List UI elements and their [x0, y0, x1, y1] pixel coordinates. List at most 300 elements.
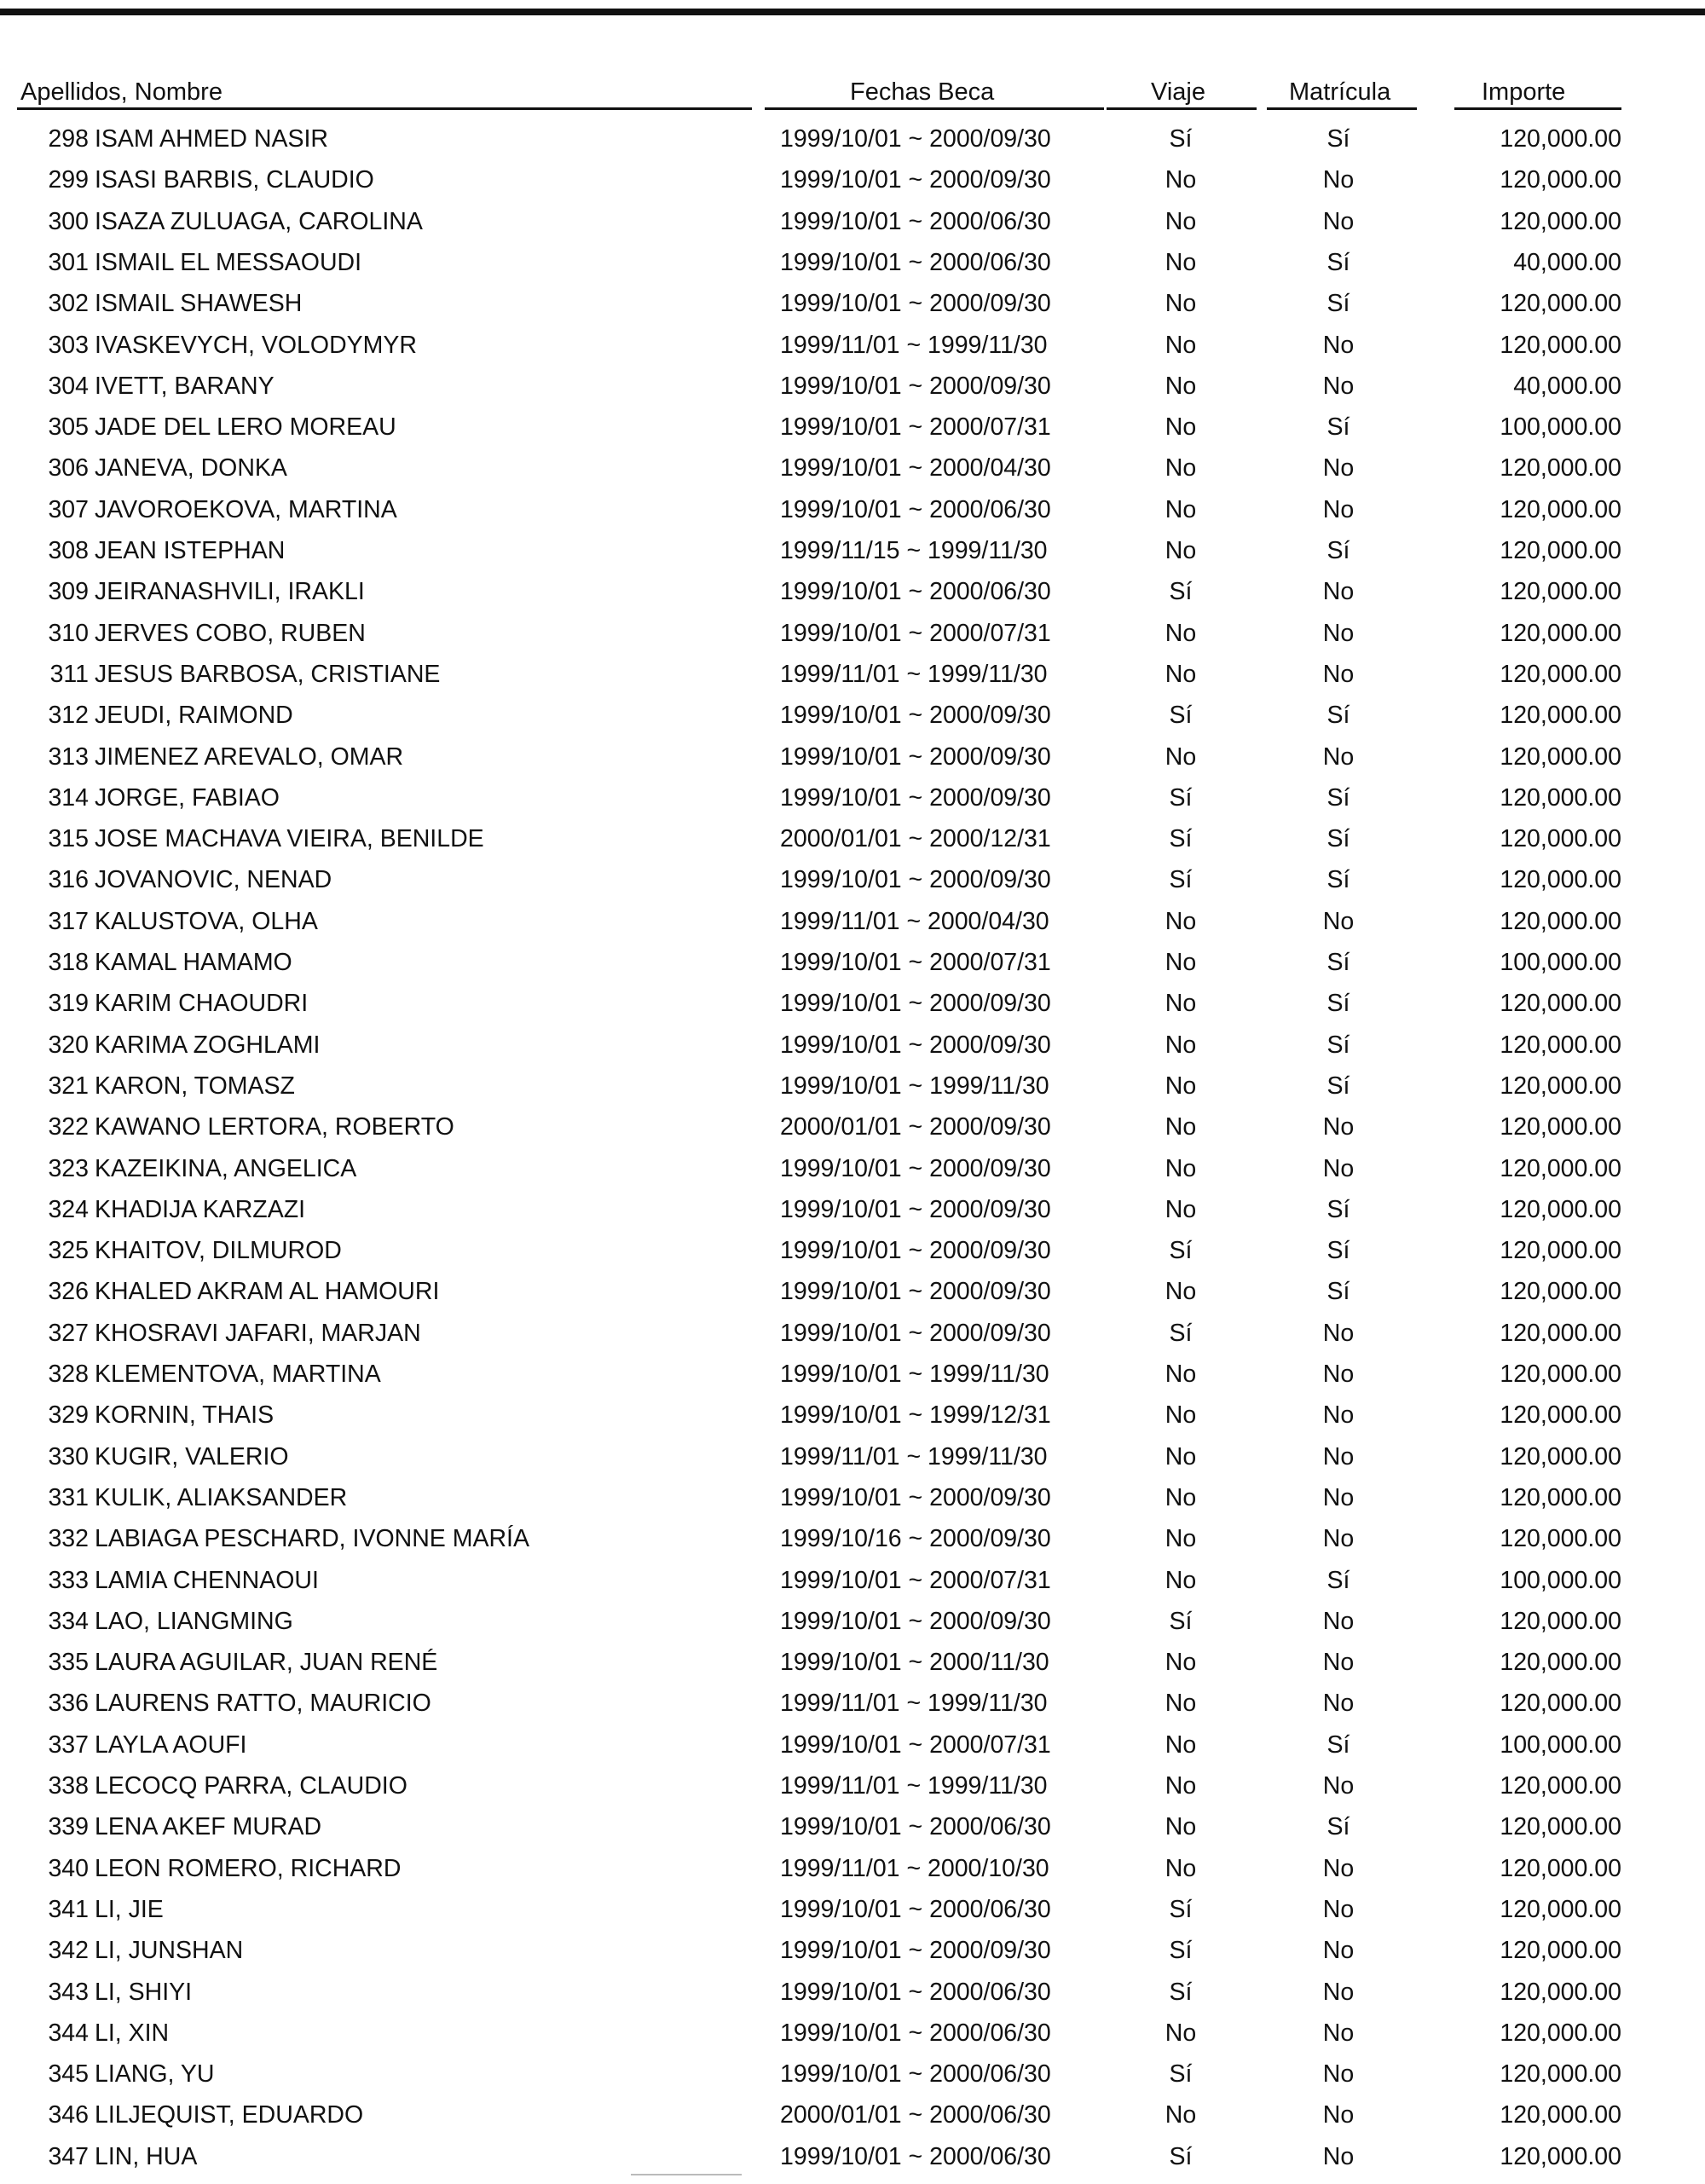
row-name: JAVOROEKOVA, MARTINA	[95, 495, 397, 523]
table-row	[0, 818, 1705, 859]
row-name: LENA AKEF MURAD	[95, 1813, 322, 1841]
row-viaje: No	[1165, 1525, 1197, 1553]
row-importe: 120,000.00	[1500, 1649, 1621, 1677]
row-name: JADE DEL LERO MOREAU	[95, 413, 396, 442]
row-number: 343	[48, 1978, 89, 2006]
row-number: 342	[48, 1937, 89, 1965]
row-viaje: No	[1165, 495, 1197, 523]
table-row	[0, 1189, 1705, 1230]
row-viaje: Sí	[1169, 783, 1193, 812]
row-viaje: No	[1165, 1483, 1197, 1511]
row-dates: 1999/10/01 ~ 2000/06/30	[780, 2060, 1051, 2089]
row-number: 318	[48, 949, 89, 976]
row-number: 302	[48, 290, 89, 318]
row-importe: 120,000.00	[1500, 1237, 1621, 1265]
row-number: 300	[48, 207, 89, 235]
row-number: 328	[48, 1361, 89, 1388]
row-importe: 120,000.00	[1500, 866, 1621, 894]
row-matricula: No	[1322, 1690, 1355, 1718]
row-dates: 1999/10/01 ~ 2000/11/30	[780, 1649, 1049, 1677]
row-dates: 1999/10/01 ~ 2000/06/30	[780, 1978, 1051, 2006]
table-row	[0, 1395, 1705, 1436]
row-viaje: No	[1165, 990, 1197, 1018]
table-row	[0, 983, 1705, 1024]
row-number: 345	[48, 2060, 89, 2089]
row-matricula: No	[1322, 1442, 1355, 1470]
header-name: Apellidos, Nombre	[20, 78, 223, 106]
row-name: KALUSTOVA, OLHA	[95, 907, 318, 935]
row-importe: 120,000.00	[1500, 537, 1621, 564]
row-name: IVETT, BARANY	[95, 372, 275, 400]
table-row	[0, 859, 1705, 900]
row-viaje: No	[1165, 537, 1197, 564]
row-importe: 120,000.00	[1500, 1401, 1621, 1430]
row-dates: 1999/10/01 ~ 2000/06/30	[780, 2019, 1051, 2047]
row-importe: 120,000.00	[1500, 702, 1621, 730]
row-name: JEUDI, RAIMOND	[95, 702, 293, 730]
row-importe: 120,000.00	[1500, 1525, 1621, 1553]
row-importe: 40,000.00	[1513, 372, 1621, 400]
row-number: 337	[48, 1730, 89, 1759]
row-dates: 1999/10/01 ~ 2000/09/30	[780, 1278, 1051, 1306]
row-name: LAO, LIANGMING	[95, 1607, 293, 1635]
row-number: 316	[48, 866, 89, 894]
row-dates: 1999/10/01 ~ 2000/09/30	[780, 1237, 1051, 1265]
row-importe: 120,000.00	[1500, 578, 1621, 606]
row-importe: 120,000.00	[1500, 990, 1621, 1018]
row-number: 346	[48, 2101, 89, 2129]
table-row	[0, 2013, 1705, 2054]
row-name: KHALED AKRAM AL HAMOURI	[95, 1278, 440, 1306]
row-viaje: Sí	[1169, 866, 1193, 894]
row-name: JOVANOVIC, NENAD	[95, 866, 332, 894]
row-matricula: Sí	[1326, 1278, 1350, 1306]
row-importe: 120,000.00	[1500, 2101, 1621, 2129]
row-name: LI, XIN	[95, 2019, 170, 2047]
row-name: KULIK, ALIAKSANDER	[95, 1483, 348, 1511]
row-viaje: No	[1165, 1690, 1197, 1718]
row-viaje: No	[1165, 1649, 1197, 1677]
row-matricula: No	[1322, 372, 1355, 400]
row-matricula: No	[1322, 1361, 1355, 1388]
row-number: 305	[48, 413, 89, 442]
row-importe: 120,000.00	[1500, 1278, 1621, 1306]
row-number: 334	[48, 1607, 89, 1635]
row-dates: 1999/10/01 ~ 2000/09/30	[780, 1937, 1051, 1965]
row-viaje: Sí	[1169, 825, 1193, 853]
header-matricula-underline	[1267, 107, 1417, 110]
row-dates: 1999/10/01 ~ 2000/06/30	[780, 1895, 1051, 1923]
row-importe: 120,000.00	[1500, 207, 1621, 235]
row-importe: 120,000.00	[1500, 1031, 1621, 1059]
row-dates: 1999/10/01 ~ 2000/09/30	[780, 702, 1051, 730]
table-row	[0, 613, 1705, 654]
table-row	[0, 530, 1705, 571]
row-matricula: Sí	[1326, 949, 1350, 976]
table-row	[0, 1806, 1705, 1847]
table-row	[0, 448, 1705, 488]
row-matricula: Sí	[1326, 1813, 1350, 1841]
row-matricula: No	[1322, 1607, 1355, 1635]
row-matricula: No	[1322, 1978, 1355, 2006]
row-dates: 1999/10/01 ~ 2000/06/30	[780, 2142, 1051, 2170]
table-row	[0, 159, 1705, 200]
row-importe: 120,000.00	[1500, 742, 1621, 771]
row-viaje: No	[1165, 1278, 1197, 1306]
row-matricula: No	[1322, 1154, 1355, 1182]
row-dates: 2000/01/01 ~ 2000/12/31	[780, 825, 1051, 853]
row-name: KHOSRAVI JAFARI, MARJAN	[95, 1319, 421, 1347]
row-number: 340	[48, 1854, 89, 1882]
row-importe: 120,000.00	[1500, 2019, 1621, 2047]
row-importe: 100,000.00	[1500, 949, 1621, 976]
table-row	[0, 1642, 1705, 1683]
row-number: 312	[48, 702, 89, 730]
row-dates: 1999/11/01 ~ 1999/11/30	[780, 1442, 1048, 1470]
row-importe: 120,000.00	[1500, 495, 1621, 523]
row-matricula: No	[1322, 1401, 1355, 1430]
row-viaje: No	[1165, 2101, 1197, 2129]
row-number: 314	[48, 783, 89, 812]
row-dates: 1999/10/01 ~ 2000/06/30	[780, 207, 1051, 235]
table-row	[0, 1106, 1705, 1147]
row-matricula: No	[1322, 1113, 1355, 1141]
row-importe: 120,000.00	[1500, 331, 1621, 359]
row-matricula: No	[1322, 166, 1355, 194]
row-number: 335	[48, 1649, 89, 1677]
table-row	[0, 1683, 1705, 1724]
row-matricula: No	[1322, 2060, 1355, 2089]
row-name: LIN, HUA	[95, 2142, 198, 2170]
table-row	[0, 242, 1705, 283]
row-name: LAMIA CHENNAOUI	[95, 1566, 319, 1594]
table-row	[0, 201, 1705, 242]
row-viaje: No	[1165, 2019, 1197, 2047]
row-viaje: No	[1165, 331, 1197, 359]
row-name: KLEMENTOVA, MARTINA	[95, 1361, 381, 1388]
row-name: LECOCQ PARRA, CLAUDIO	[95, 1772, 407, 1800]
row-name: ISASI BARBIS, CLAUDIO	[95, 166, 374, 194]
row-matricula: Sí	[1326, 825, 1350, 853]
row-matricula: Sí	[1326, 537, 1350, 564]
row-dates: 1999/11/01 ~ 2000/10/30	[780, 1854, 1049, 1882]
row-importe: 120,000.00	[1500, 1895, 1621, 1923]
row-dates: 1999/11/01 ~ 1999/11/30	[780, 331, 1048, 359]
top-rule	[0, 9, 1705, 15]
row-dates: 1999/10/01 ~ 2000/09/30	[780, 372, 1051, 400]
row-importe: 120,000.00	[1500, 783, 1621, 812]
row-dates: 2000/01/01 ~ 2000/06/30	[780, 2101, 1051, 2129]
row-viaje: No	[1165, 1772, 1197, 1800]
row-importe: 120,000.00	[1500, 660, 1621, 688]
row-matricula: No	[1322, 454, 1355, 482]
row-name: JIMENEZ AREVALO, OMAR	[95, 742, 404, 771]
row-viaje: Sí	[1169, 1937, 1193, 1965]
row-viaje: No	[1165, 166, 1197, 194]
row-number: 323	[48, 1154, 89, 1182]
row-matricula: No	[1322, 1937, 1355, 1965]
row-viaje: No	[1165, 1813, 1197, 1841]
row-matricula: Sí	[1326, 702, 1350, 730]
row-dates: 1999/10/01 ~ 2000/07/31	[780, 413, 1051, 442]
row-viaje: Sí	[1169, 578, 1193, 606]
table-row	[0, 1765, 1705, 1806]
table-row	[0, 1889, 1705, 1930]
row-number: 331	[48, 1483, 89, 1511]
row-viaje: No	[1165, 454, 1197, 482]
table-row	[0, 1066, 1705, 1106]
row-number: 339	[48, 1813, 89, 1841]
row-number: 332	[48, 1525, 89, 1553]
row-importe: 120,000.00	[1500, 1072, 1621, 1100]
row-name: LI, JUNSHAN	[95, 1937, 244, 1965]
row-name: KAMAL HAMAMO	[95, 949, 292, 976]
row-number: 330	[48, 1442, 89, 1470]
row-matricula: No	[1322, 578, 1355, 606]
row-matricula: No	[1322, 1772, 1355, 1800]
row-matricula: Sí	[1326, 783, 1350, 812]
row-name: KARIMA ZOGHLAMI	[95, 1031, 321, 1059]
row-dates: 1999/11/15 ~ 1999/11/30	[780, 537, 1048, 564]
row-matricula: No	[1322, 742, 1355, 771]
table-row	[0, 118, 1705, 159]
row-matricula: No	[1322, 2019, 1355, 2047]
header-name-underline	[17, 107, 752, 110]
row-number: 338	[48, 1772, 89, 1800]
header-dates-underline	[765, 107, 1104, 110]
table-row	[0, 325, 1705, 366]
row-importe: 120,000.00	[1500, 1319, 1621, 1347]
row-viaje: No	[1165, 1401, 1197, 1430]
row-dates: 1999/10/01 ~ 2000/09/30	[780, 783, 1051, 812]
row-matricula: Sí	[1326, 290, 1350, 318]
row-importe: 120,000.00	[1500, 454, 1621, 482]
row-name: JOSE MACHAVA VIEIRA, BENILDE	[95, 825, 484, 853]
row-number: 322	[48, 1113, 89, 1141]
row-dates: 1999/10/01 ~ 2000/09/30	[780, 1607, 1051, 1635]
table-row	[0, 1930, 1705, 1971]
row-importe: 120,000.00	[1500, 290, 1621, 318]
row-name: ISAZA ZULUAGA, CAROLINA	[95, 207, 423, 235]
row-name: KARIM CHAOUDRI	[95, 990, 309, 1018]
row-importe: 120,000.00	[1500, 1690, 1621, 1718]
row-name: ISMAIL EL MESSAOUDI	[95, 248, 362, 276]
row-importe: 120,000.00	[1500, 1937, 1621, 1965]
row-matricula: Sí	[1326, 1730, 1350, 1759]
row-viaje: Sí	[1169, 702, 1193, 730]
table-row	[0, 654, 1705, 695]
row-dates: 1999/10/01 ~ 2000/09/30	[780, 1154, 1051, 1182]
row-viaje: No	[1165, 1442, 1197, 1470]
row-viaje: Sí	[1169, 125, 1193, 153]
row-importe: 120,000.00	[1500, 1361, 1621, 1388]
row-matricula: Sí	[1326, 248, 1350, 276]
row-dates: 1999/10/01 ~ 2000/04/30	[780, 454, 1051, 482]
row-dates: 1999/11/01 ~ 2000/04/30	[780, 907, 1049, 935]
row-number: 307	[48, 495, 89, 523]
table-row	[0, 2094, 1705, 2135]
table-row	[0, 777, 1705, 818]
table-row	[0, 1313, 1705, 1354]
row-matricula: Sí	[1326, 990, 1350, 1018]
row-number: 333	[48, 1566, 89, 1594]
row-name: JORGE, FABIAO	[95, 783, 280, 812]
row-matricula: No	[1322, 1319, 1355, 1347]
row-dates: 1999/10/01 ~ 2000/09/30	[780, 290, 1051, 318]
row-number: 299	[48, 166, 89, 194]
row-name: JEAN ISTEPHAN	[95, 537, 286, 564]
row-viaje: Sí	[1169, 1895, 1193, 1923]
row-name: ISAM AHMED NASIR	[95, 125, 328, 153]
row-dates: 1999/11/01 ~ 1999/11/30	[780, 660, 1048, 688]
row-name: KUGIR, VALERIO	[95, 1442, 289, 1470]
table-row	[0, 2054, 1705, 2094]
row-number: 304	[48, 372, 89, 400]
row-viaje: No	[1165, 207, 1197, 235]
row-name: ISMAIL SHAWESH	[95, 290, 303, 318]
row-number: 324	[48, 1195, 89, 1223]
row-number: 301	[48, 248, 89, 276]
row-importe: 100,000.00	[1500, 1566, 1621, 1594]
row-dates: 1999/10/01 ~ 2000/07/31	[780, 949, 1051, 976]
row-matricula: No	[1322, 1483, 1355, 1511]
table-row	[0, 407, 1705, 448]
row-matricula: Sí	[1326, 413, 1350, 442]
row-importe: 120,000.00	[1500, 907, 1621, 935]
table-row	[0, 1972, 1705, 2013]
row-dates: 1999/10/01 ~ 2000/09/30	[780, 1483, 1051, 1511]
row-matricula: No	[1322, 495, 1355, 523]
row-number: 344	[48, 2019, 89, 2047]
row-name: JANEVA, DONKA	[95, 454, 287, 482]
row-importe: 100,000.00	[1500, 413, 1621, 442]
row-dates: 1999/10/01 ~ 2000/07/31	[780, 1566, 1051, 1594]
row-viaje: Sí	[1169, 1237, 1193, 1265]
row-number: 326	[48, 1278, 89, 1306]
row-dates: 1999/10/01 ~ 2000/09/30	[780, 125, 1051, 153]
row-number: 311	[49, 660, 89, 688]
row-number: 308	[48, 537, 89, 564]
header-viaje-underline	[1107, 107, 1257, 110]
table-row	[0, 489, 1705, 530]
row-number: 315	[48, 825, 89, 853]
row-importe: 100,000.00	[1500, 1730, 1621, 1759]
row-number: 325	[48, 1237, 89, 1265]
row-importe: 120,000.00	[1500, 1113, 1621, 1141]
row-viaje: No	[1165, 1566, 1197, 1594]
row-matricula: Sí	[1326, 1566, 1350, 1594]
row-importe: 120,000.00	[1500, 1607, 1621, 1635]
row-importe: 120,000.00	[1500, 1772, 1621, 1800]
table-row	[0, 1560, 1705, 1601]
table-row	[0, 571, 1705, 612]
table-row	[0, 366, 1705, 407]
row-matricula: Sí	[1326, 1031, 1350, 1059]
row-name: JEIRANASHVILI, IRAKLI	[95, 578, 365, 606]
row-number: 329	[48, 1401, 89, 1430]
row-importe: 40,000.00	[1513, 248, 1621, 276]
row-matricula: No	[1322, 907, 1355, 935]
row-number: 347	[48, 2142, 89, 2170]
row-matricula: Sí	[1326, 866, 1350, 894]
row-number: 320	[48, 1031, 89, 1059]
row-matricula: No	[1322, 2142, 1355, 2170]
row-name: KAZEIKINA, ANGELICA	[95, 1154, 357, 1182]
row-viaje: No	[1165, 1113, 1197, 1141]
row-importe: 120,000.00	[1500, 1978, 1621, 2006]
row-matricula: Sí	[1326, 125, 1350, 153]
row-dates: 2000/01/01 ~ 2000/09/30	[780, 1113, 1051, 1141]
row-viaje: No	[1165, 907, 1197, 935]
row-importe: 120,000.00	[1500, 166, 1621, 194]
row-viaje: Sí	[1169, 2142, 1193, 2170]
table-row	[0, 1848, 1705, 1889]
row-dates: 1999/10/01 ~ 2000/06/30	[780, 495, 1051, 523]
row-viaje: No	[1165, 248, 1197, 276]
row-matricula: No	[1322, 619, 1355, 647]
row-matricula: No	[1322, 660, 1355, 688]
table-row	[0, 901, 1705, 942]
table-row	[0, 1518, 1705, 1559]
row-matricula: No	[1322, 1895, 1355, 1923]
table-row	[0, 942, 1705, 983]
row-dates: 1999/10/01 ~ 2000/09/30	[780, 166, 1051, 194]
row-importe: 120,000.00	[1500, 1195, 1621, 1223]
row-dates: 1999/11/01 ~ 1999/11/30	[780, 1690, 1048, 1718]
row-importe: 120,000.00	[1500, 1154, 1621, 1182]
table-row	[0, 1354, 1705, 1395]
row-name: LEON ROMERO, RICHARD	[95, 1854, 402, 1882]
row-matricula: No	[1322, 1525, 1355, 1553]
row-viaje: No	[1165, 413, 1197, 442]
row-matricula: No	[1322, 2101, 1355, 2129]
row-dates: 1999/10/01 ~ 2000/06/30	[780, 1813, 1051, 1841]
row-dates: 1999/10/01 ~ 2000/09/30	[780, 742, 1051, 771]
row-dates: 1999/10/01 ~ 1999/12/31	[780, 1401, 1051, 1430]
row-number: 341	[48, 1895, 89, 1923]
row-name: JESUS BARBOSA, CRISTIANE	[95, 660, 441, 688]
row-number: 309	[48, 578, 89, 606]
row-dates: 1999/10/01 ~ 2000/07/31	[780, 619, 1051, 647]
row-number: 310	[48, 619, 89, 647]
row-viaje: No	[1165, 1072, 1197, 1100]
row-viaje: No	[1165, 1154, 1197, 1182]
table-row	[0, 1148, 1705, 1189]
row-dates: 1999/11/01 ~ 1999/11/30	[780, 1772, 1048, 1800]
row-name: LILJEQUIST, EDUARDO	[95, 2101, 364, 2129]
row-importe: 120,000.00	[1500, 2060, 1621, 2089]
row-dates: 1999/10/01 ~ 2000/09/30	[780, 1195, 1051, 1223]
row-dates: 1999/10/01 ~ 2000/06/30	[780, 248, 1051, 276]
table-row	[0, 1477, 1705, 1518]
row-viaje: No	[1165, 1031, 1197, 1059]
row-viaje: Sí	[1169, 1319, 1193, 1347]
row-viaje: No	[1165, 1730, 1197, 1759]
row-name: LIANG, YU	[95, 2060, 215, 2089]
row-viaje: No	[1165, 1854, 1197, 1882]
row-importe: 120,000.00	[1500, 825, 1621, 853]
row-viaje: No	[1165, 372, 1197, 400]
row-name: LAYLA AOUFI	[95, 1730, 247, 1759]
row-number: 298	[48, 125, 89, 153]
row-name: LI, SHIYI	[95, 1978, 193, 2006]
row-viaje: No	[1165, 742, 1197, 771]
row-viaje: Sí	[1169, 1978, 1193, 2006]
row-name: JERVES COBO, RUBEN	[95, 619, 366, 647]
row-matricula: No	[1322, 207, 1355, 235]
row-dates: 1999/10/01 ~ 2000/09/30	[780, 1031, 1051, 1059]
row-dates: 1999/10/01 ~ 2000/09/30	[780, 866, 1051, 894]
